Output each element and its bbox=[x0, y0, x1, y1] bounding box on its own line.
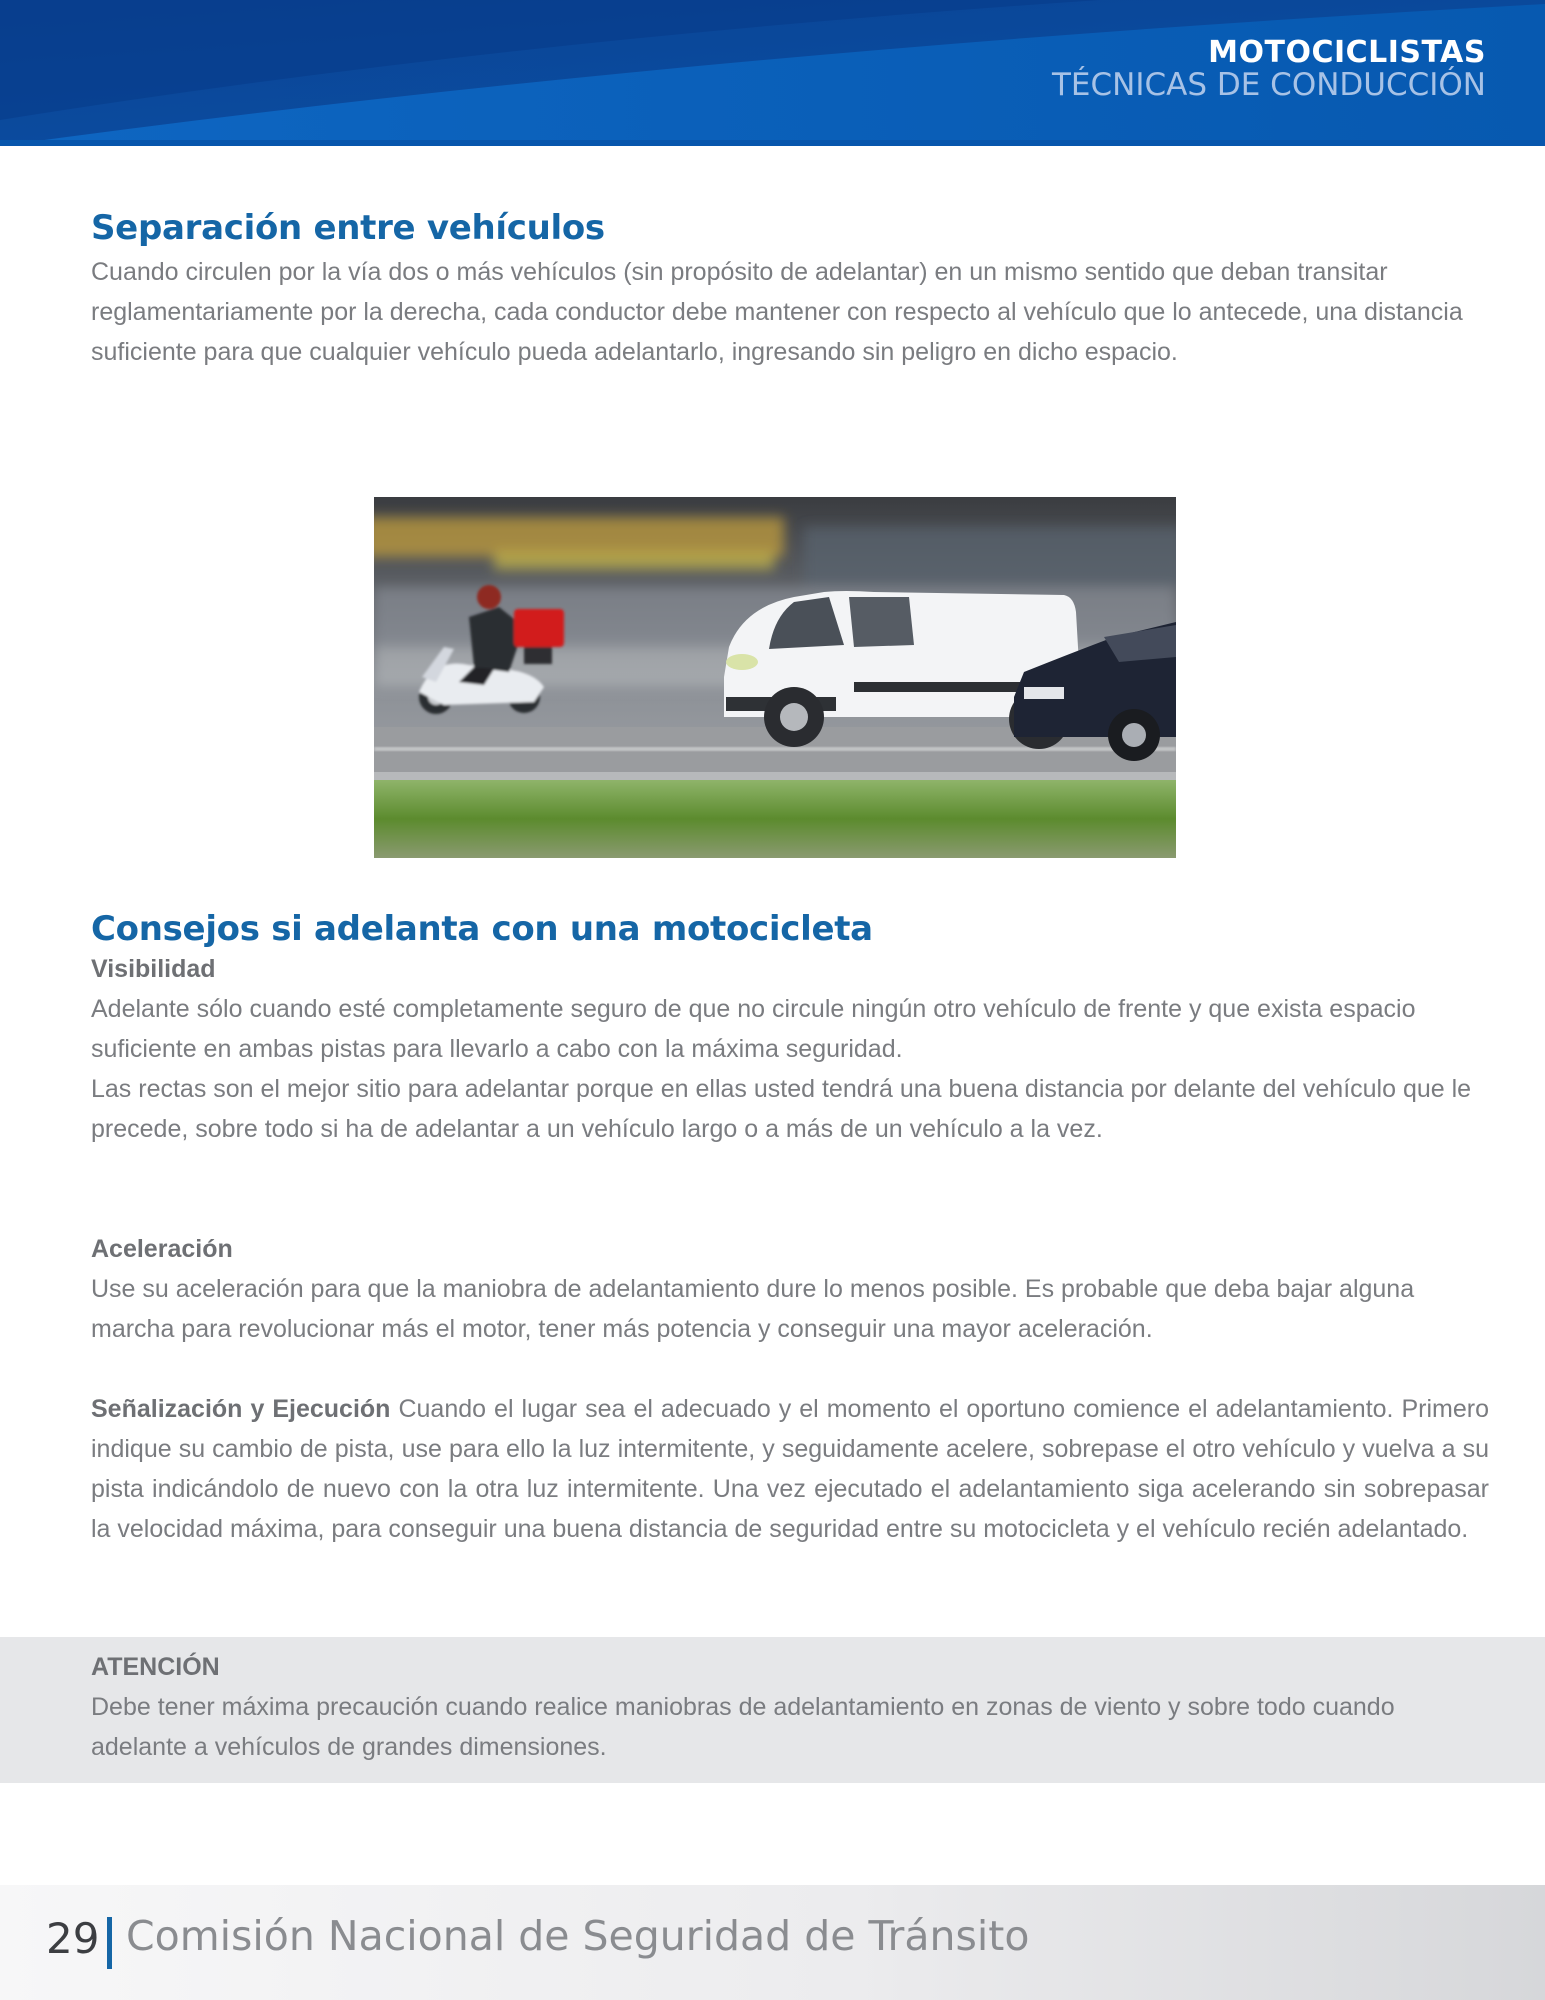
section-heading: Consejos si adelanta con una motocicleta bbox=[91, 909, 873, 949]
section-heading: Separación entre vehículos bbox=[91, 208, 605, 248]
signaling-paragraph bbox=[91, 1389, 1489, 1549]
section-vehicle-separation bbox=[91, 208, 1489, 372]
page-number: 29 bbox=[46, 1914, 100, 1963]
visibility-paragraph-1: Adelante sólo cuando esté completamente seguro de que no circule ningún otro vehículo de frente y que exista espacio suficiente en ambas pistas para llevarlo a cabo con la máxima seguridad. bbox=[91, 995, 1416, 1063]
footer-organization: Comisión Nacional de Seguridad de Tránsito bbox=[126, 1912, 1030, 1960]
section-overtaking-tips bbox=[91, 909, 1489, 1549]
header-subtitle: TÉCNICAS DE CONDUCCIÓN bbox=[1051, 67, 1486, 103]
visibility-subheading: Visibilidad bbox=[91, 955, 216, 983]
signaling-body: Cuando el lugar sea el adecuado y el momento el oportuno comience el adelantamiento. Primero indique su cambio de pista, use para ello la luz intermitente, y seguidamente acelere, sobrepase el otro vehículo y vuelva a su pista indicándolo de nuevo con la otra luz intermitente. Una vez ejecutado el adelantamiento siga acelerando sin sobrepasar la velocidad máxima, para conseguir una buena distancia de seguridad entre su motocicleta y el vehículo recién adelantado. bbox=[91, 1395, 1490, 1543]
acceleration-subheading: Aceleración bbox=[91, 1235, 233, 1263]
attention-body: Debe tener máxima precaución cuando realice maniobras de adelantamiento en zonas de viento y sobre todo cuando adelante a vehículos de grandes dimensiones. bbox=[91, 1693, 1395, 1761]
page-footer bbox=[0, 1885, 1545, 2000]
motorcycle-traffic-photo bbox=[374, 497, 1176, 858]
signaling-subheading: Señalización y Ejecución bbox=[91, 1395, 391, 1423]
section-body: Cuando circulen por la vía dos o más vehículos (sin propósito de adelantar) en un mismo sentido que deban transitar reglamentariamente por la derecha, cada conductor debe mantener con respecto al vehículo que lo antecede, una distancia suficiente para que cualquier vehículo pueda adelantarlo, ingresando sin peligro en dicho espacio. bbox=[91, 258, 1463, 366]
header-title: MOTOCICLISTAS bbox=[1208, 35, 1486, 70]
attention-box bbox=[0, 1637, 1545, 1783]
visibility-paragraph-2: Las rectas son el mejor sitio para adelantar porque en ellas usted tendrá una buena distancia por delante del vehículo que le precede, sobre todo si ha de adelantar a un vehículo largo o a más de un vehículo a la vez. bbox=[91, 1075, 1472, 1143]
acceleration-paragraph: Use su aceleración para que la maniobra de adelantamiento dure lo menos posible. Es probable que deba bajar alguna marcha para revolucionar más el motor, tener más potencia y conseguir una mayor aceleración. bbox=[91, 1275, 1415, 1343]
footer-divider bbox=[107, 1917, 112, 1969]
page-header bbox=[0, 0, 1545, 146]
attention-title: ATENCIÓN bbox=[91, 1653, 220, 1681]
